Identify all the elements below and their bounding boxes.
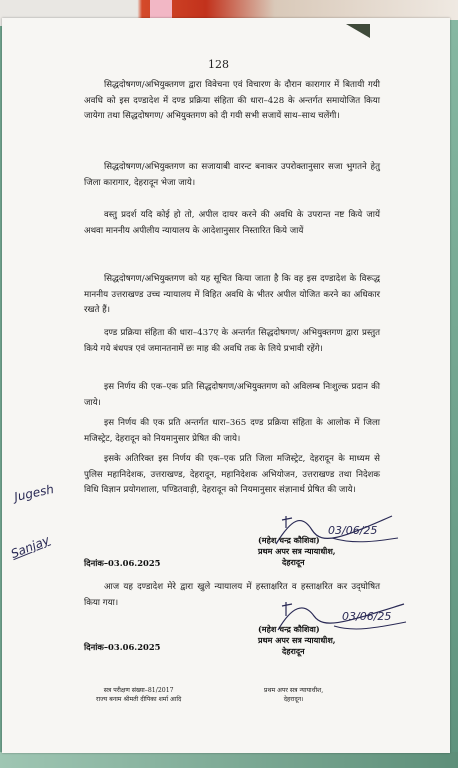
margin-note-2: Sanjay (8, 532, 52, 562)
signature-2-date: 03/06/25 (342, 610, 392, 623)
page-corner-shadow (346, 24, 370, 38)
footer-left-line-2: राज्य बनाम श्रीमती दीपिका शर्मा आदि (96, 696, 182, 703)
signature-1-name: (महेश चन्द्र कौशिवा) (258, 535, 320, 545)
pronouncement-paragraph: आज यह दण्डादेश मेरे द्वारा खुले न्यायालय में हस्ताक्षरित व हस्ताक्षरित कर उद्‌घोषित किया गया। (84, 582, 380, 608)
footer-right-line-2: देहरादून। (283, 696, 304, 703)
signature-2-place: देहरादून (282, 646, 305, 656)
signature-1-designation: प्रथम अपर सत्र न्यायाधीश, (258, 546, 336, 556)
footer-left-line-1: सत्र परीक्षण संख्या–81/2017 (103, 687, 174, 694)
signature-1-place: देहरादून (282, 557, 305, 567)
paragraph-8: इसके अतिरिक्त इस निर्णय की एक–एक प्रति जिला मजिस्ट्रेट, देहरादून के माध्यम से पुलिस महानिदेशक, उत्तराखण्ड, देहरादून, महानिदेशक अभियोजन, उत्तराखण्ड तथा निदेशक विधि विज्ञान प्रयोगशाला, पण्डितवाड़ी, देहरादून को नियमानुसार संज्ञानार्थ प्रेषित की जाये। (84, 454, 380, 496)
signature-2-designation: प्रथम अपर सत्र न्यायाधीश, (258, 635, 336, 645)
paragraph-1: सिद्धदोषगण/अभियुक्तगण द्वारा विवेचना एवं विचारण के दौरान कारागार में बितायी गयी अवधि को इस दण्डादेश में दण्ड प्रक्रिया संहिता की धारा–428 के अन्तर्गत समायोजित किया जायेगा तथा सिद्धदोषगण/ अभियुक्तगण को दी गयी सभी सजायें साथ–साथ चलेंगी। (84, 80, 380, 122)
paragraph-5: दण्ड प्रक्रिया संहिता की धारा–437ए के अन्तर्गत सिद्धदोषगण/ अभियुक्तगण द्वारा प्रस्तुत किये गये बंधपत्र एवं जमानतनामें छः माह की अवधि तक के लिये प्रभावी रहेंगे। (84, 328, 380, 354)
page-number: 128 (208, 58, 229, 71)
footer-right (264, 686, 323, 704)
signature-2-name: (महेश चन्द्र कौशिवा) (258, 624, 320, 634)
footer-right-line-1: प्रथम अपर सत्र न्यायाधीश, (264, 687, 324, 694)
pink-object (150, 0, 172, 20)
signature-2-block (258, 624, 336, 657)
date-line-2: दिनांक–03.06.2025 (84, 642, 161, 652)
margin-note-1: Jugesh (12, 481, 56, 505)
footer-left (96, 686, 181, 704)
signature-1-block (258, 535, 336, 568)
signature-1-date: 03/06/25 (328, 524, 378, 537)
table-surface-bottom (0, 752, 458, 768)
paragraph-7: इस निर्णय की एक प्रति अन्तर्गत धारा–365 दण्ड प्रक्रिया संहिता के आलोक में जिला मजिस्ट्रेट, देहरादून को नियमानुसार प्रेषित की जाये। (84, 418, 380, 444)
paragraph-6: इस निर्णय की एक–एक प्रति सिद्धदोषगण/अभियुक्तगण को अविलम्ब निःशुल्क प्रदान की जाये। (84, 382, 380, 408)
date-line-1: दिनांक–03.06.2025 (84, 558, 161, 568)
paragraph-2: सिद्धदोषगण/अभियुक्तगण का सजायाबी वारन्ट बनाकर उपरोक्तानुसार सजा भुगतने हेतु जिला कारागार, देहरादून भेजा जाये। (84, 162, 380, 188)
paragraph-3: वस्तु प्रदर्श यदि कोई हो तो, अपील दायर करने की अवधि के उपरान्त नष्ट किये जायें अथवा माननीय अपीलीय न्यायालय के आदेशानुसार निस्तारित किये जायें (84, 210, 380, 236)
paragraph-4: सिद्धदोषगण/अभियुक्तगण को यह सूचित किया जाता है कि वह इस दण्डादेश के विरूद्ध माननीय उत्तराखण्ड उच्च न्यायालय में विहित अवधि के भीतर अपील योजित करने का अधिकार रखते हैं। (84, 274, 380, 316)
